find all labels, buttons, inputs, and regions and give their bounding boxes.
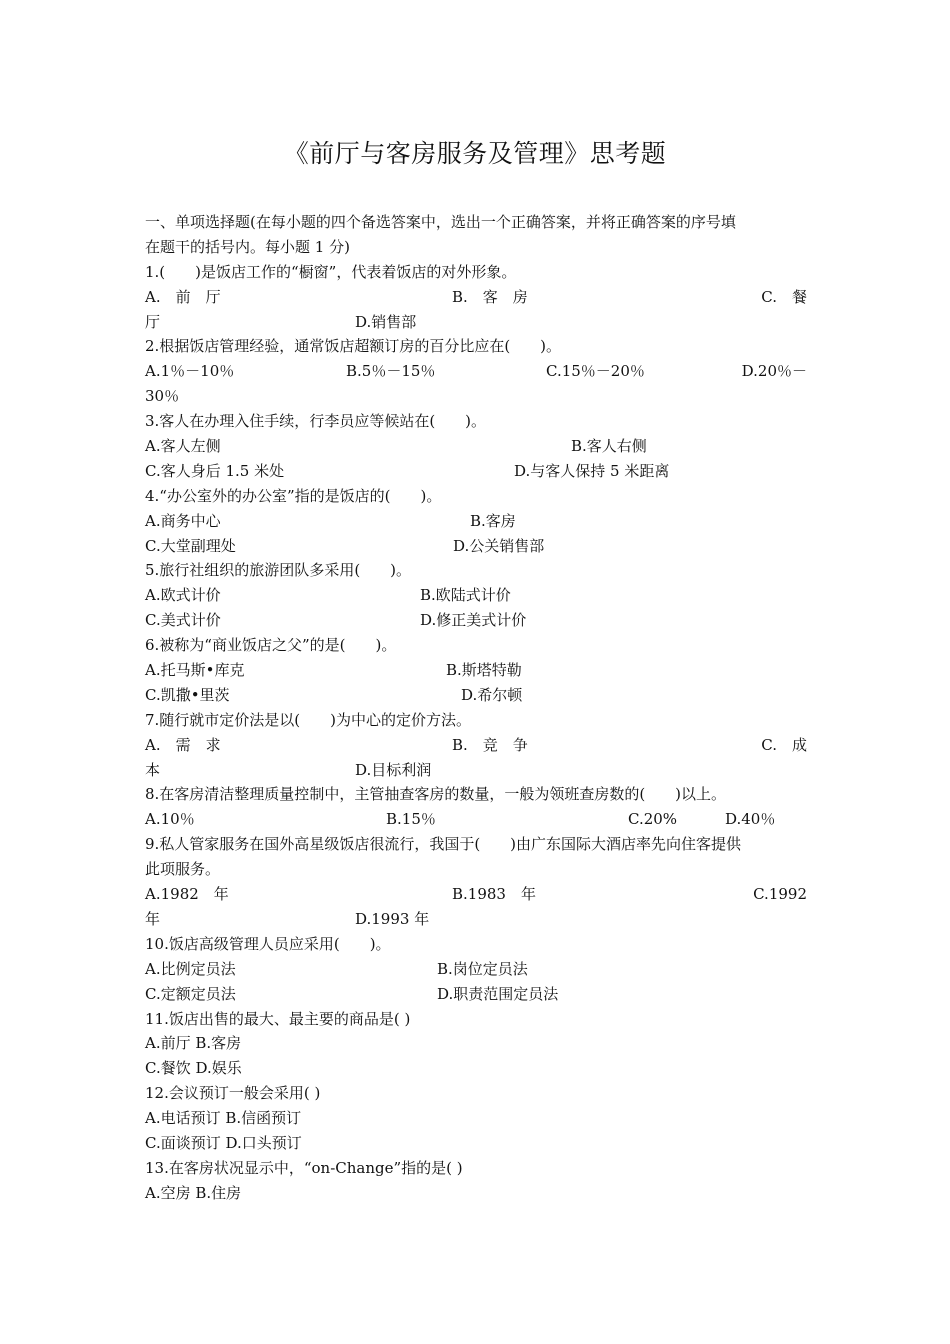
option-b: B.5％－15％ (346, 362, 436, 381)
option-b: B.斯塔特勒 (446, 661, 522, 680)
option-c: C.美式计价 (145, 611, 221, 630)
option-b: B.1983 年 (452, 885, 536, 904)
option-a: A.10％ (145, 810, 195, 829)
option-row (145, 807, 807, 832)
option-b: B.15％ (386, 810, 436, 829)
option-d: D.40％ (725, 810, 776, 829)
question-stem: 10.饭店高级管理人员应采用( )。 (145, 934, 391, 953)
option-row (145, 608, 807, 633)
option-d: D.销售部 (355, 312, 417, 331)
question-stem: 12.会议预订一般会采用( ) (145, 1084, 321, 1103)
option-d: D.与客人保持 5 米距离 (514, 461, 670, 480)
option-a: A.托马斯•库克 (145, 661, 245, 680)
option-c: C.15％－20％ (546, 362, 645, 381)
option-row (145, 982, 807, 1007)
option-b: B. 竞 争 (452, 735, 528, 754)
question-stem: 8.在客房清洁整理质量控制中，主管抽查客房的数量，一般为领班查房数的( )以上。 (145, 785, 727, 804)
options-ab: A.空房 B.住房 (145, 1183, 242, 1202)
option-c: C.定额定员法 (145, 984, 236, 1003)
question-stem: 此项服务。 (145, 860, 221, 879)
option-row (145, 583, 807, 608)
option-row (145, 310, 807, 335)
option-a: A. 前 厅 (145, 287, 221, 306)
option-row (145, 658, 807, 683)
option-row (145, 1131, 807, 1156)
option-d: D.希尔顿 (461, 685, 523, 704)
question-stem: 4.“办公室外的办公室”指的是饭店的( )。 (145, 486, 442, 505)
option-d: D.1993 年 (355, 909, 430, 928)
option-row (145, 907, 807, 932)
section-instruction: 在题干的括号内。每小题 1 分) (145, 237, 350, 256)
option-c-cont: 本 (145, 760, 161, 779)
option-a: A.比例定员法 (145, 959, 236, 978)
option-b: B.岗位定员法 (437, 959, 528, 978)
option-d: D.20％－ (741, 362, 807, 381)
option-row (145, 384, 807, 409)
option-d: D.修正美式计价 (420, 611, 527, 630)
option-row (145, 459, 807, 484)
option-row (145, 1181, 807, 1206)
option-row (145, 359, 807, 384)
question-stem: 13.在客房状况显示中，“on-Change”指的是( ) (145, 1158, 463, 1177)
option-row (145, 957, 807, 982)
option-a: A.1％－10％ (145, 362, 235, 381)
option-row (145, 758, 807, 783)
options-cd: C.面谈预订 D.口头预订 (145, 1133, 302, 1152)
section-instruction: 一、单项选择题(在每小题的四个备选答案中，选出一个正确答案，并将正确答案的序号填 (145, 213, 736, 231)
option-b: B.客人右侧 (571, 437, 647, 456)
option-row (145, 1056, 807, 1081)
question-stem: 7.随行就市定价法是以( )为中心的定价方法。 (145, 710, 472, 729)
options-ab: A.前厅 B.客房 (145, 1034, 242, 1053)
option-d: D.目标利润 (355, 760, 432, 779)
question-stem: 9.私人管家服务在国外高星级饭店很流行，我国于( )由广东国际大酒店率先向住客提供 (145, 835, 742, 854)
question-stem: 3.客人在办理入住手续，行李员应等候站在( )。 (145, 412, 487, 431)
option-row (145, 434, 807, 459)
option-row (145, 882, 807, 907)
option-row (145, 1031, 807, 1056)
option-row (145, 285, 807, 310)
option-row (145, 683, 807, 708)
option-b: B. 客 房 (452, 287, 528, 306)
options-ab: A.电话预订 B.信函预订 (145, 1109, 302, 1128)
question-stem: 11.饭店出售的最大、最主要的商品是( ) (145, 1009, 411, 1028)
option-c: C.凯撒•里茨 (145, 685, 230, 704)
option-row (145, 733, 807, 758)
question-stem: 1.( )是饭店工作的“橱窗”，代表着饭店的对外形象。 (145, 262, 517, 281)
option-c: C. 成 (761, 735, 807, 754)
option-c-cont: 厅 (145, 312, 161, 331)
option-a: A. 需 求 (145, 735, 221, 754)
option-b: B.欧陆式计价 (420, 586, 511, 605)
option-a: A.商务中心 (145, 511, 221, 530)
question-stem: 5.旅行社组织的旅游团队多采用( )。 (145, 561, 412, 580)
question-stem: 6.被称为“商业饭店之父”的是( )。 (145, 636, 397, 655)
option-row (145, 509, 807, 534)
options-cd: C.餐饮 D.娱乐 (145, 1059, 242, 1078)
option-c: C.大堂副理处 (145, 536, 236, 555)
option-row (145, 534, 807, 559)
option-a: A.欧式计价 (145, 586, 221, 605)
page-title: 《前厅与客房服务及管理》思考题 (283, 139, 667, 168)
option-a: A.1982 年 (145, 885, 229, 904)
option-c: C.1992 (753, 885, 807, 904)
option-c-cont: 年 (145, 909, 161, 928)
option-b: B.客房 (470, 511, 516, 530)
option-row (145, 1106, 807, 1131)
option-c: C. 餐 (761, 287, 807, 306)
question-stem: 2.根据饭店管理经验，通常饭店超额订房的百分比应在( )。 (145, 337, 562, 356)
option-d-cont: 30％ (145, 387, 180, 406)
option-a: A.客人左侧 (145, 437, 221, 456)
option-c: C.20% (628, 810, 678, 829)
option-d: D.公关销售部 (453, 536, 545, 555)
question-list (145, 210, 807, 1206)
option-c: C.客人身后 1.5 米处 (145, 461, 285, 480)
option-d: D.职责范围定员法 (437, 984, 559, 1003)
